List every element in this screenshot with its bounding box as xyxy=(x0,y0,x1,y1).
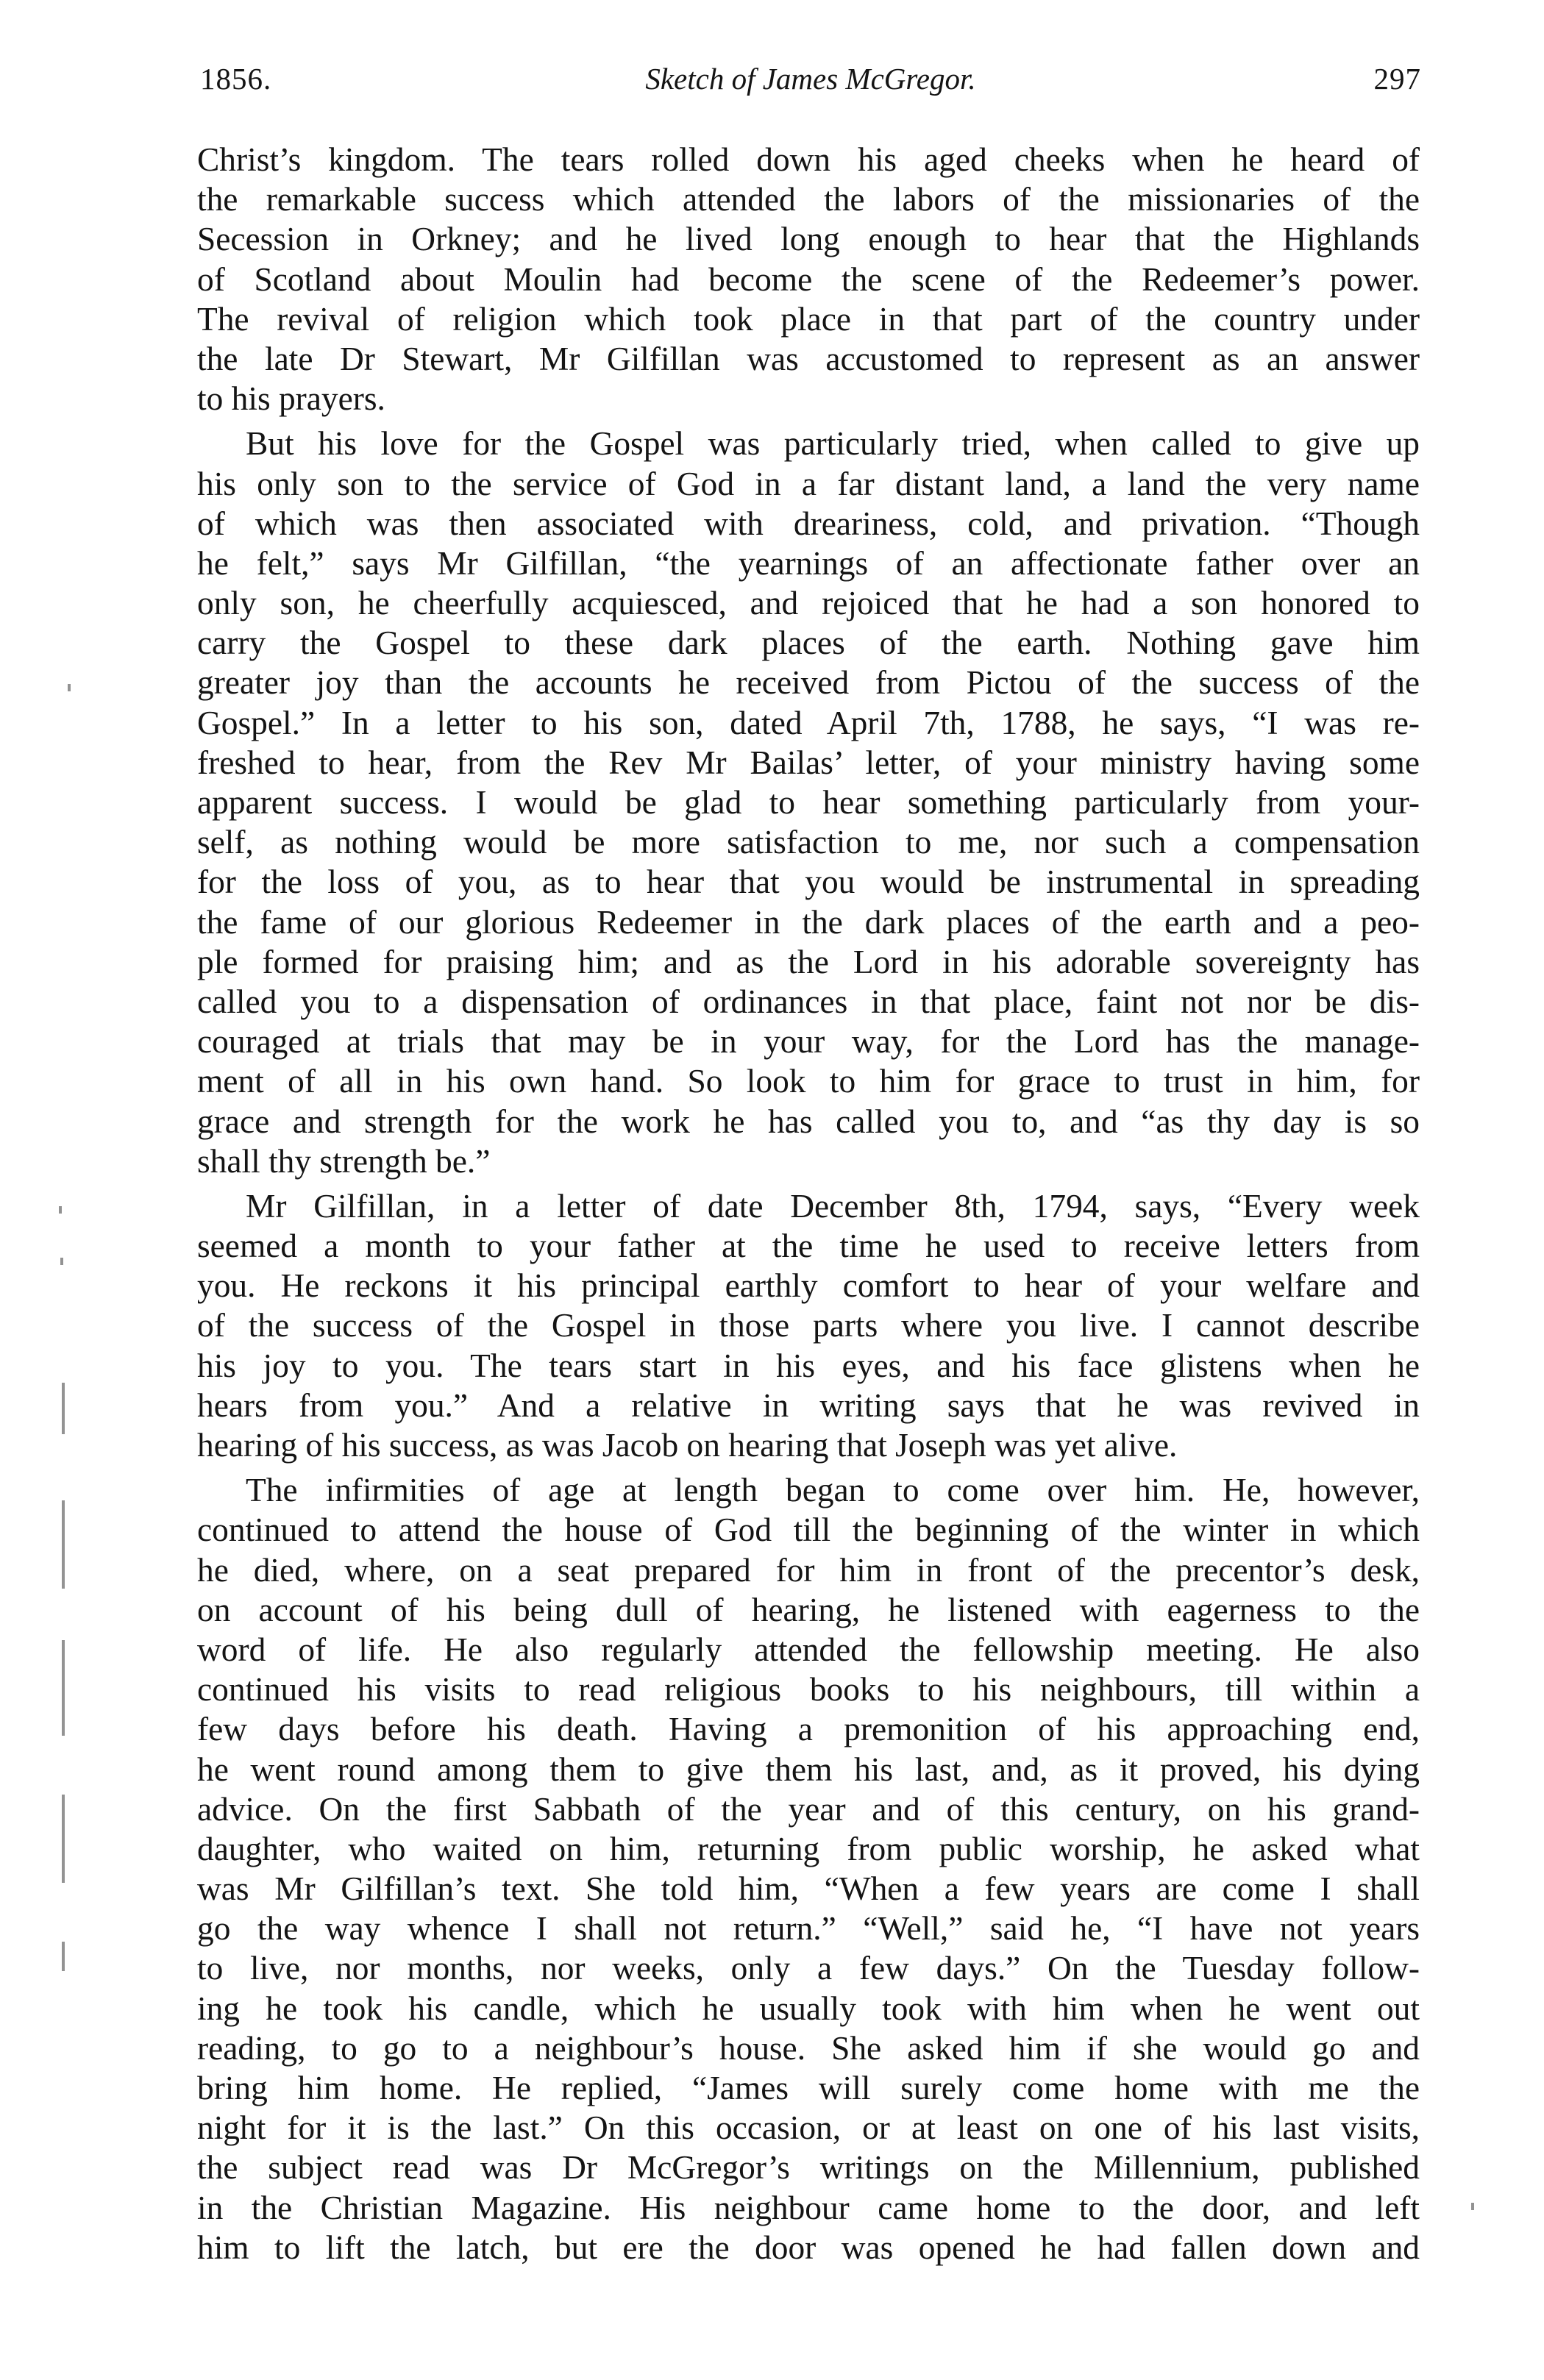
text-line: hears from you.” And a relative in writing says that he was revived in xyxy=(197,1386,1420,1424)
text-line: Mr Gilfillan, in a letter of date December 8th, 1794, says, “Every week xyxy=(246,1187,1420,1225)
text-line: his joy to you. The tears start in his eyes, and his face glistens when he xyxy=(197,1347,1420,1384)
text-line: few days before his death. Having a premonition of his approaching end, xyxy=(197,1711,1420,1748)
text-line: he felt,” says Mr Gilfillan, “the yearnings of an affectionate father over an xyxy=(197,544,1420,582)
text-line: couraged at trials that may be in your way, for the Lord has the manage- xyxy=(197,1023,1420,1061)
text-line: But his love for the Gospel was particularly tried, when called to give up xyxy=(246,425,1420,463)
paragraph xyxy=(197,1470,1420,2267)
text-line: night for it is the last.” On this occasion, or at least on one of his last visits, xyxy=(197,2109,1420,2147)
margin-mark xyxy=(59,1206,62,1214)
margin-mark xyxy=(68,684,71,691)
text-line: The revival of religion which took place in that part of the country under xyxy=(197,300,1420,338)
text-line: his only son to the service of God in a far distant land, a land the very name xyxy=(197,465,1420,502)
text-line: you. He reckons it his principal earthly comfort to hear of your welfare and xyxy=(197,1267,1420,1305)
paragraph xyxy=(197,1186,1420,1465)
text-line: the fame of our glorious Redeemer in the dark places of the earth and a peo- xyxy=(197,903,1420,941)
text-line: on account of his being dull of hearing, he listened with eagerness to the xyxy=(197,1591,1420,1628)
margin-mark xyxy=(62,1640,65,1736)
text-line: The infirmities of age at length began to come over him. He, however, xyxy=(246,1472,1420,1509)
text-line: he died, where, on a seat prepared for him in front of the precentor’s desk, xyxy=(197,1551,1420,1589)
text-line: freshed to hear, from the Rev Mr Bailas’ letter, of your ministry having some xyxy=(197,744,1420,781)
text-line: of which was then associated with dreariness, cold, and privation. “Though xyxy=(197,505,1420,542)
text-line: ple formed for praising him; and as the Lord in his adorable sovereignty has xyxy=(197,943,1420,980)
header-year: 1856. xyxy=(200,62,272,96)
text-line: carry the Gospel to these dark places of the earth. Nothing gave him xyxy=(197,624,1420,662)
text-line: Secession in Orkney; and he lived long enough to hear that the Highlands xyxy=(197,221,1420,258)
paragraph xyxy=(197,140,1420,418)
text-line: advice. On the first Sabbath of the year and of this century, on his grand- xyxy=(197,1790,1420,1828)
text-line: him to lift the latch, but ere the door was opened he had fallen down and xyxy=(197,2228,1420,2266)
text-line: seemed a month to your father at the time he used to receive letters from xyxy=(197,1228,1420,1265)
text-line: hearing of his success, as was Jacob on hearing that Joseph was yet alive. xyxy=(197,1427,1178,1464)
text-line: reading, to go to a neighbour’s house. She asked him if she would go and xyxy=(197,2029,1420,2067)
page-number: 297 xyxy=(1373,62,1421,96)
text-line: to his prayers. xyxy=(197,380,385,418)
text-line: go the way whence I shall not return.” “Well,” said he, “I have not years xyxy=(197,1910,1420,1948)
header-title: Sketch of James McGregor. xyxy=(645,62,976,96)
text-line: bring him home. He replied, “James will surely come home with me the xyxy=(197,2070,1420,2106)
text-line: continued to attend the house of God till the beginning of the winter in which xyxy=(197,1511,1420,1549)
margin-mark xyxy=(62,1500,65,1589)
text-line: for the loss of you, as to hear that you would be instrumental in spreading xyxy=(197,863,1420,901)
text-line: of the success of the Gospel in those parts where you live. I cannot describe xyxy=(197,1307,1420,1344)
text-line: of Scotland about Moulin had become the scene of the Redeemer’s power. xyxy=(197,260,1420,298)
margin-mark xyxy=(60,1258,63,1265)
margin-mark xyxy=(62,1383,65,1434)
running-header xyxy=(200,53,1421,104)
text-line: was Mr Gilfillan’s text. She told him, “When a few years are come I shall xyxy=(197,1870,1420,1908)
text-line: continued his visits to read religious books to his neighbours, till within a xyxy=(197,1671,1420,1709)
text-line: Christ’s kingdom. The tears rolled down his aged cheeks when he heard of xyxy=(197,141,1420,178)
text-line: in the Christian Magazine. His neighbour came home to the door, and left xyxy=(197,2189,1420,2226)
paragraph xyxy=(197,424,1420,1181)
text-line: greater joy than the accounts he received from Pictou of the success of the xyxy=(197,664,1420,702)
text-line: apparent success. I would be glad to hear something particularly from your- xyxy=(197,784,1420,821)
margin-mark xyxy=(62,1942,65,1971)
text-line: grace and strength for the work he has called you to, and “as thy day is so xyxy=(197,1102,1420,1140)
text-line: shall thy strength be.” xyxy=(197,1142,491,1180)
body-text xyxy=(197,140,1420,2267)
text-line: to live, nor months, nor weeks, only a few days.” On the Tuesday follow- xyxy=(197,1950,1420,1987)
margin-mark xyxy=(1471,2203,1474,2210)
text-line: called you to a dispensation of ordinances in that place, faint not nor be dis- xyxy=(197,983,1420,1020)
text-line: word of life. He also regularly attended the fellowship meeting. He also xyxy=(197,1631,1420,1668)
margin-mark xyxy=(62,1795,65,1883)
text-line: self, as nothing would be more satisfaction to me, nor such a compensation xyxy=(197,824,1420,861)
text-line: he went round among them to give them his last, and, as it proved, his dying xyxy=(197,1750,1420,1788)
text-line: daughter, who waited on him, returning from public worship, he asked what xyxy=(197,1830,1420,1867)
text-line: only son, he cheerfully acquiesced, and rejoiced that he had a son honored to xyxy=(197,585,1420,622)
text-line: ing he took his candle, which he usually took with him when he went out xyxy=(197,1989,1420,2027)
text-line: the remarkable success which attended the labors of the missionaries of the xyxy=(197,181,1420,218)
text-line: the subject read was Dr McGregor’s writings on the Millennium, published xyxy=(197,2149,1420,2187)
text-line: ment of all in his own hand. So look to him for grace to trust in him, for xyxy=(197,1063,1420,1100)
text-line: the late Dr Stewart, Mr Gilfillan was accustomed to represent as an answer xyxy=(197,340,1420,377)
text-line: Gospel.” In a letter to his son, dated April 7th, 1788, he says, “I was re- xyxy=(197,704,1420,741)
